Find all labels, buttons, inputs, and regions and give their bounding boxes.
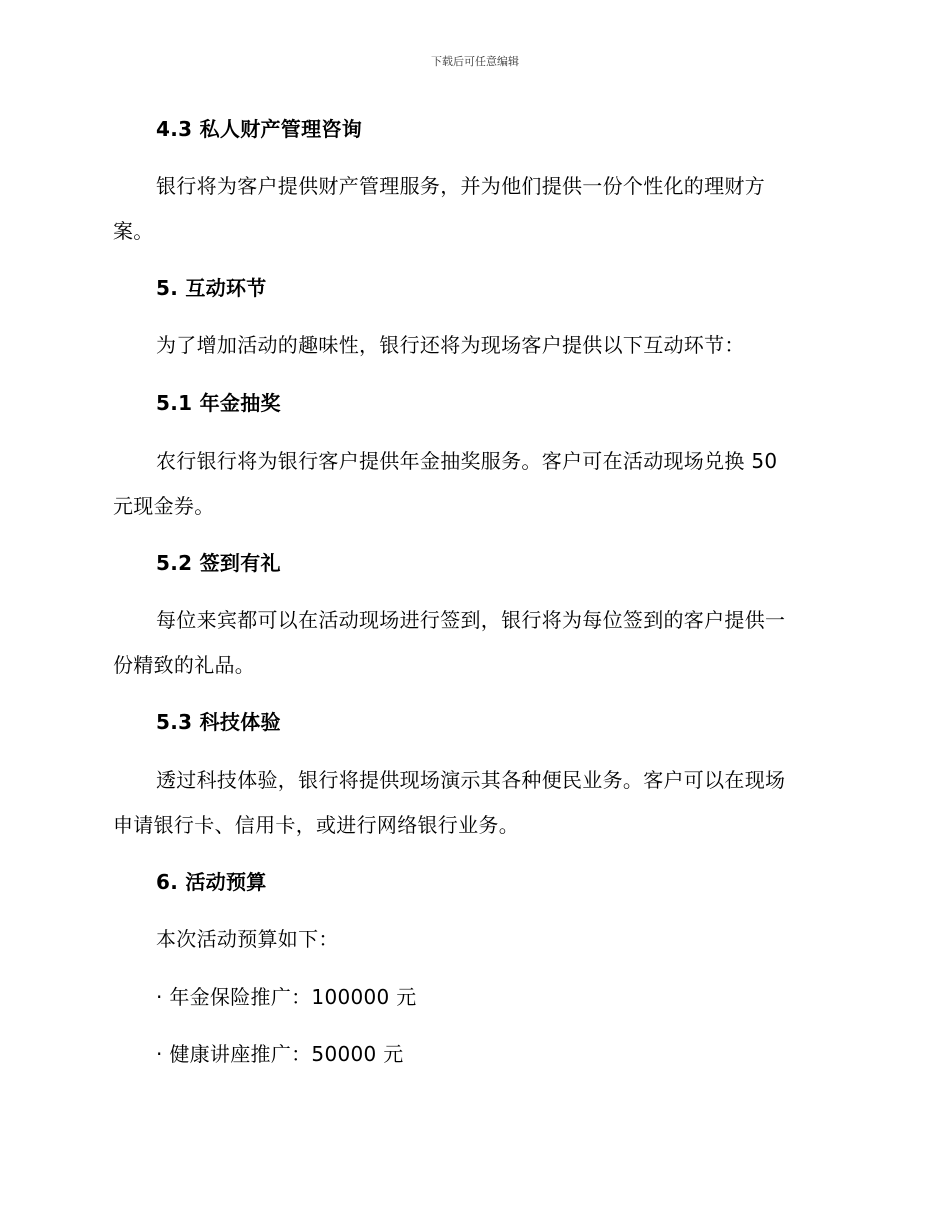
section-heading-5-1: 5.1 年金抽奖: [156, 391, 281, 415]
paragraph-6: 本次活动预算如下：: [156, 927, 339, 951]
paragraph-4-3-line-1: 银行将为客户提供财产管理服务，并为他们提供一份个性化的理财方: [156, 174, 765, 198]
section-heading-4-3: 4.3 私人财产管理咨询: [156, 117, 362, 141]
budget-item-health-lecture: · 健康讲座推广：50000 元: [156, 1042, 404, 1066]
page-header-note: 下载后可任意编辑: [431, 55, 519, 68]
paragraph-5-1-line-1: 农行银行将为银行客户提供年金抽奖服务。客户可在活动现场兑换 50: [156, 449, 778, 473]
paragraph-5-3-line-2: 申请银行卡、信用卡，或进行网络银行业务。: [113, 813, 519, 837]
section-heading-5: 5. 互动环节: [156, 276, 267, 300]
paragraph-5-2-line-2: 份精致的礼品。: [113, 653, 256, 677]
section-heading-5-2: 5.2 签到有礼: [156, 551, 281, 575]
paragraph-5: 为了增加活动的趣味性，银行还将为现场客户提供以下互动环节：: [156, 333, 745, 357]
paragraph-4-3-line-2: 案。: [113, 219, 154, 243]
section-heading-5-3: 5.3 科技体验: [156, 710, 281, 734]
paragraph-5-3-line-1: 透过科技体验，银行将提供现场演示其各种便民业务。客户可以在现场: [156, 768, 786, 792]
section-heading-6: 6. 活动预算: [156, 870, 267, 894]
budget-item-pension-insurance: · 年金保险推广：100000 元: [156, 985, 417, 1009]
paragraph-5-1-line-2: 元现金券。: [113, 494, 215, 518]
paragraph-5-2-line-1: 每位来宾都可以在活动现场进行签到，银行将为每位签到的客户提供一: [156, 608, 786, 632]
